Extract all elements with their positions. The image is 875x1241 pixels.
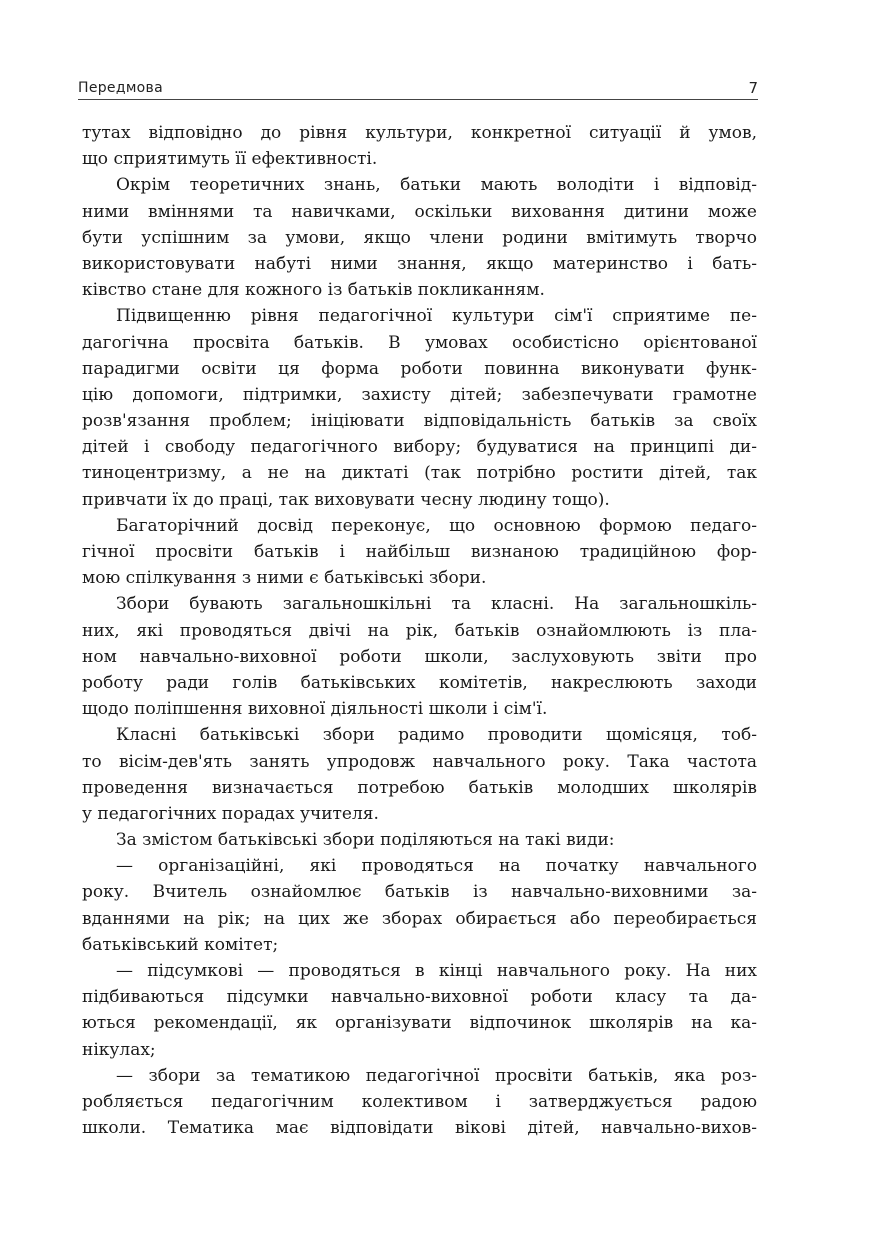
text-line: проведення визначається потребою батьків молодших школярів [82,777,757,798]
text-line: — збори за тематикою педагогічної просвіти батьків, яка роз- [116,1065,757,1086]
text-line: підбиваються підсумки навчально-виховної роботи класу та да- [82,987,757,1008]
text-line: ном навчально-виховної роботи школи, заслуховують звіти про [82,646,757,667]
text-line: школи. Тематика має відповідати вікові дітей, навчально-вихов- [82,1118,757,1139]
text-line: гічної просвіти батьків і найбільш визнаною традиційною фор- [82,542,757,562]
text-line: — організаційні, які проводяться на початку навчального [116,856,757,877]
text-line: цію допомоги, підтримки, захисту дітей; забезпечувати грамотне [82,384,757,405]
text-line: ними вміннями та навичками, оскільки виховання дитини може [82,201,757,222]
text-line: що сприятимуть її ефективності. [82,149,378,170]
text-line: мою спілкування з ними є батьківські збори. [82,568,487,589]
text-line: бути успішним за умови, якщо члени родини вмітимуть творчо [82,227,757,248]
text-line: Окрім теоретичних знань, батьки мають володіти і відповід- [116,175,757,196]
text-line: тутах відповідно до рівня культури, конкретної ситуації й умов, [82,123,757,143]
text-line: вданнями на рік; на цих же зборах обирається або переобирається [82,908,757,929]
text-line: — підсумкові — проводяться в кінці навчального року. На них [116,961,757,981]
text-line: ківство стане для кожного із батьків покликанням. [82,280,545,301]
text-line: розв'язання проблем; ініціювати відповідальність батьків за своїх [82,411,757,432]
text-line: Багаторічний досвід переконує, що основною формою педаго- [116,515,757,536]
text-line: Класні батьківські збори радимо проводити щомісяця, тоб- [116,725,757,746]
text-line: нікулах; [82,1039,156,1060]
running-header [78,78,758,100]
text-line: року. Вчитель ознайомлює батьків із навчально-виховними за- [82,882,757,903]
text-line: ються рекомендації, як організувати відпочинок школярів на ка- [82,1013,757,1034]
text-line: робляється педагогічним колективом і затверджується радою [82,1091,757,1112]
text-line: використовувати набуті ними знання, якщо материнство і бать- [82,253,757,274]
text-line: у педагогічних порадах учителя. [82,803,379,824]
text-line: За змістом батьківські збори поділяються на такі види: [116,830,615,851]
running-header-title: Передмова [78,80,163,96]
text-line: Підвищенню рівня педагогічної культури сім'ї сприятиме пе- [116,306,757,327]
text-line: тиноцентризму, а не на диктаті (так потрібно ростити дітей, так [82,463,757,484]
text-line: привчати їх до праці, так виховувати чесну людину тощо). [82,489,610,510]
page-number: 7 [748,79,758,97]
body-text [82,120,757,1141]
text-line: Збори бувають загальношкільні та класні. На загальношкіль- [116,594,757,615]
text-line: роботу ради голів батьківських комітетів, накреслюють заходи [82,672,757,693]
text-line: дагогічна просвіта батьків. В умовах особистісно орієнтованої [82,332,757,353]
text-line: дітей і свободу педагогічного вибору; будуватися на принципі ди- [82,437,757,458]
text-line: парадигми освіти ця форма роботи повинна виконувати функ- [82,358,757,379]
text-line: щодо поліпшення виховної діяльності школи і сім'ї. [82,699,548,720]
text-line: то вісім-дев'ять занять упродовж навчального року. Така частота [82,751,757,772]
text-line: них, які проводяться двічі на рік, батьків ознайомлюють із пла- [82,620,757,641]
text-line: батьківський комітет; [82,934,279,955]
